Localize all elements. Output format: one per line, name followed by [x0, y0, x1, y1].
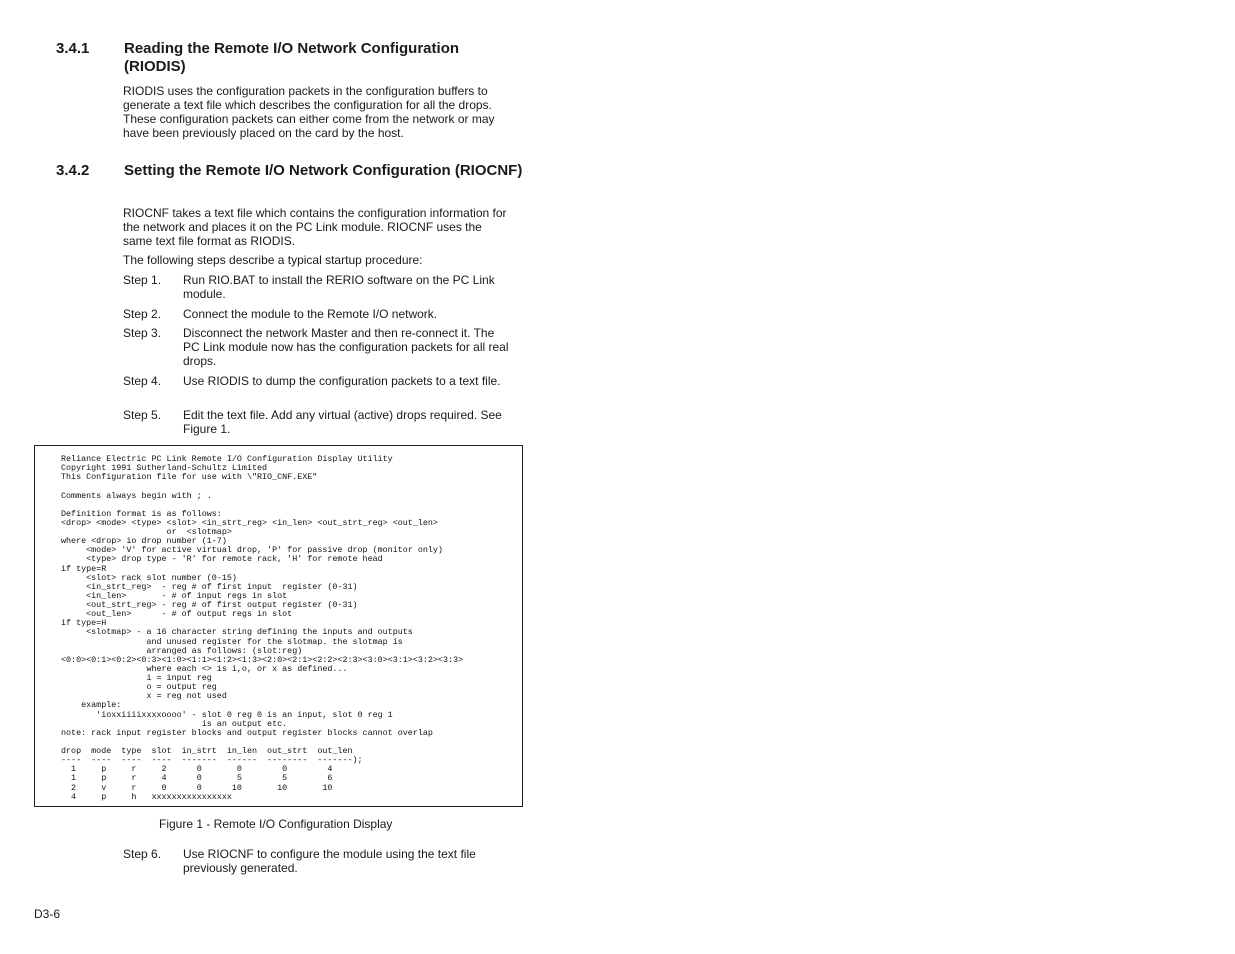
- section-title: Setting the Remote I/O Network Configuration (RIOCNF): [124, 162, 523, 179]
- figure-screen-capture: [34, 445, 523, 807]
- step-label: Step 5.: [123, 408, 162, 422]
- step-text: Disconnect the network Master and then re-connect it. The PC Link module now has the configuration packets for all real drops.: [183, 326, 509, 368]
- step-text: Run RIO.BAT to install the RERIO software on the PC Link module.: [183, 273, 495, 301]
- step-label: Step 3.: [123, 326, 162, 340]
- step-text: Use RIOCNF to configure the module using the text file previously generated.: [183, 847, 476, 875]
- section-title: Reading the Remote I/O Network Configuration (RIODIS): [124, 40, 460, 75]
- steps-intro: The following steps describe a typical startup procedure:: [123, 253, 423, 267]
- step-label: Step 2.: [123, 307, 162, 321]
- figure-caption: Figure 1 - Remote I/O Configuration Display: [159, 817, 393, 831]
- section-body: RIOCNF takes a text file which contains the configuration information for the network and places it on the PC Link module. RIOCNF uses the same text file format as RIODIS.: [123, 206, 507, 248]
- config-display-text: Reliance Electric PC Link Remote I/O Configuration Display Utility Copyright 1991 Sutherland-Schultz Limited This Configuration file for use with \"RIO_CNF.EXE" Comments always begin with ; . Definition format is as follows: <drop> <mode> <type> <slot> <in_strt_reg> <in_len> <out_strt_reg> <out_len> or <slotmap> where <drop> io drop number (1-7) <mode> 'V' for active virtual drop, 'P' for passive drop (monitor only) <type> drop type - 'R' for remote rack, 'H' for remote head if type=R <slot> rack slot number (0-15) <in_strt_reg> - reg # of first input register (0-31) <in_len> - # of input regs in slot <out_strt_reg> - reg # of first output register (0-31) <out_len> - # of output regs in slot if type=H <slotmap> - a 16 character string defining the inputs and outputs and unused register for the slotmap. the slotmap is arranged as follows: (slot:reg) <0:0><0:1><0:2><0:3><1:0><1:1><1:2><1:3><2:0><2:1><2:2><2:3><3:0><3:1><3:2><3:3> where each <> is i,o, or x as defined... i = input reg o = output reg x = reg not used example: 'ioxxiiiixxxxoooo' - slot 0 reg 0 is an input, slot 0 reg 1 is an output etc. note: rack input register blocks and output register blocks cannot overlap drop mode type slot in_strt in_len out_strt out_len ---- ---- ---- ---- ------- ------ -------- -------); 1 p r 2 0 0 0 4 1 p r 4 0 5 5 6 2 v r 0 0 10 10 10 4 p h xxxxxxxxxxxxxxxx: [61, 454, 464, 802]
- step-text: Use RIODIS to dump the configuration packets to a text file.: [183, 374, 501, 388]
- section-body: RIODIS uses the configuration packets in the configuration buffers to generate a text file which describes the configuration for all the drops. These configuration packets can either come from the network or may have been previously placed on the card by the host.: [123, 84, 495, 140]
- step-text: Edit the text file. Add any virtual (active) drops required. See Figure 1.: [183, 408, 502, 436]
- page-number: D3-6: [34, 907, 61, 921]
- step-label: Step 4.: [123, 374, 162, 388]
- step-label: Step 6.: [123, 847, 162, 861]
- section-number: 3.4.2: [56, 162, 90, 179]
- step-label: Step 1.: [123, 273, 162, 287]
- step-text: Connect the module to the Remote I/O network.: [183, 307, 438, 321]
- section-number: 3.4.1: [56, 40, 90, 57]
